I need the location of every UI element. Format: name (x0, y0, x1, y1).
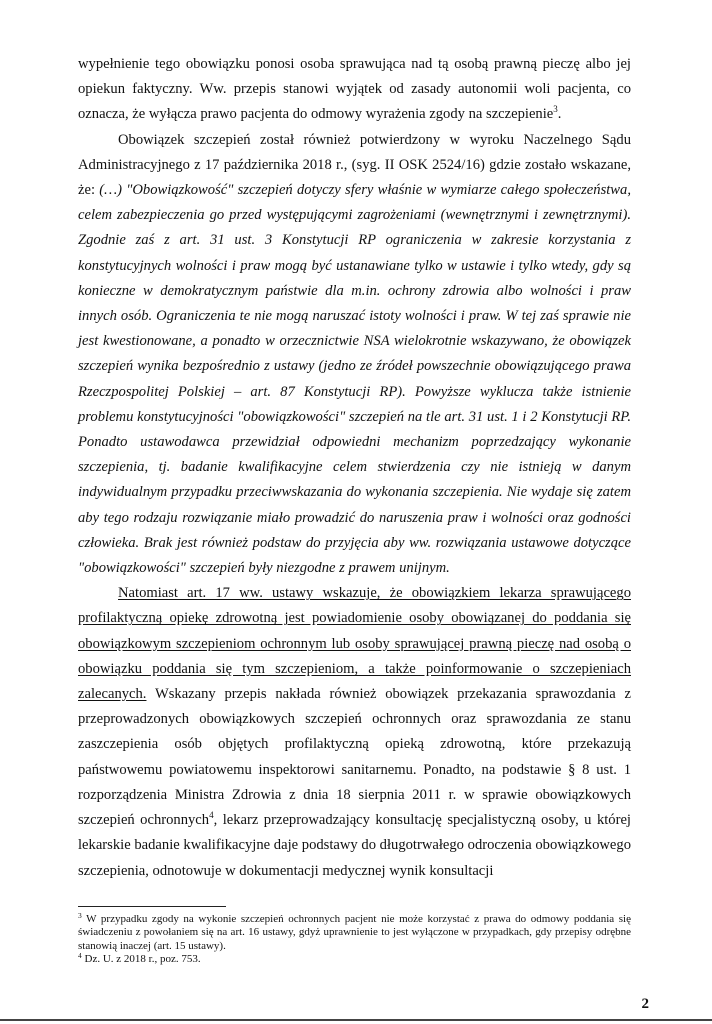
footnote-4 (78, 953, 631, 966)
paragraph-1: wypełnienie tego obowiązku ponosi osoba sprawująca nad tą osobą prawną pieczę albo jej opiekun faktyczny. Ww. przepis stanowi wyjątek od zasady autonomii woli pacjenta, co oznacza, że wyłącza prawo pacjenta do odmowy wyrażenia zgody na szczepienie$^3$. (78, 56, 631, 123)
page-number: 2 (641, 996, 649, 1012)
footnotes-section (78, 913, 631, 967)
footnote-ref-3[interactable]: 3 (553, 104, 558, 115)
page-bottom-border (0, 1019, 712, 1021)
footnote-number: 3 (78, 911, 82, 920)
paragraph-2 (78, 128, 631, 582)
footnote-number: 4 (78, 951, 82, 961)
footnote-text: Dz. U. z 2018 r., poz. 753. (81, 953, 201, 966)
footnote-ref-4[interactable]: 4 (209, 810, 214, 821)
footnote-separator (78, 906, 226, 907)
paragraph-3-text: Wskazany przepis nakłada również obowiązek przekazania sprawozdania z przeprowadzonych obowiązkowych szczepień ochronnych oraz sprawozdania ze stanu zaszczepienia osób objętych profilaktyczną opieką zdrowotną, które przekazują państwowemu powiatowemu inspektorowi sanitarnemu. Ponadto, na podstawie § 8 ust. 1 rozporządzenia Ministra Zdrowia z dnia 18 sierpnia 2011 r. w sprawie obowiązkowych szczepień ochronnych (78, 686, 631, 829)
footnote-text: W przypadku zgody na wykonie szczepień ochronnych pacjent nie może korzystać z prawa do odmowy poddania się świadczeniu z powołaniem się na art. 16 ustawy, gdyż uprawnienie to jest wyłączone w przypadkach, gdy przepisy odrębne stanowią inaczej (art. 15 ustawy). (78, 913, 631, 952)
paragraph-2-intro: Obowiązek szczepień został również potwierdzony w wyroku Naczelnego Sądu Administracyjnego z 17 października 2018 r., (syg. II OSK 2524/16) gdzie zostało wskazane, że: (78, 131, 631, 199)
paragraph-1-text: wypełnienie tego obowiązku ponosi osoba sprawująca nad tą osobą prawną pieczę albo jej opiekun faktyczny. Ww. przepis stanowi wyjątek od zasady autonomii woli pacjenta, co oznacza, że wyłącza prawo pacjenta do odmowy wyrażenia zgody na szczepienie (78, 56, 631, 123)
paragraph-3 (78, 581, 631, 883)
underlined-provision: Natomiast art. 17 ww. ustawy wskazuje, że obowiązkiem lekarza sprawującego profilaktyczną opiekę zdrowotną jest powiadomienie osoby obowiązanej do poddania się obowiązkowym szczepieniom ochronnym lub osoby sprawującej prawną pieczę nad osobą o obowiązku poddania się tym szczepieniom, a także poinformowanie o szczepieniach zalecanych. (78, 585, 631, 703)
footnote-3 (78, 913, 631, 953)
paragraph-3-continuation: , lekarz przeprowadzający konsultację specjalistyczną osoby, u której lekarskie badanie kwalifikacyjne daje podstawy do długotrwałego odroczenia obowiązkowego szczepienia, odnotowuje w dokumentacji medycznej wynik konsultacji (78, 812, 631, 879)
court-quote: (…) "Obowiązkowość" szczepień dotyczy sfery właśnie w wymiarze całego społeczeństwa, celem zabezpieczenia go przed występującymi zagrożeniami (wewnętrznymi i zewnętrznymi). Zgodnie zaś z art. 31 ust. 3 Konstytucji RP ograniczenia w zakresie korzystania z konstytucyjnych wolności i praw mogą być ustanawiane tylko w ustawie i tylko wtedy, gdy są konieczne w demokratycznym państwie dla m.in. ochrony zdrowia albo wolności i praw innych osób. Ograniczenia te nie mogą naruszać istoty wolności i praw. W tej zaś sprawie nie jest kwestionowane, a ponadto w orzecznictwie NSA wielokrotnie wskazywano, że obowiązek szczepień wynika bezpośrednio z ustawy (jedno ze źródeł powszechnie obowiązującego prawa Rzeczpospolitej Polskiej – art. 87 Konstytucji RP). Powyższe wyklucza także istnienie problemu konstytucyjności "obowiązkowości" szczepień na tle art. 31 ust. 1 i 2 Konstytucji RP. Ponadto ustawodawca przewidział odpowiedni mechanizm poprzedzający wykonanie szczepienia, tj. badanie kwalifikacyjne celem stwierdzenia czy nie istnieją w danym indywidualnym przypadku przeciwwskazania do wykonania szczepienia. Nie wydaje się zatem aby tego rodzaju rozwiązanie miało prowadzić do naruszenia praw i wolności oraz godności człowieka. Brak jest również podstaw do przyjęcia aby ww. rozwiązania ustawowe dotyczące "obowiązkowości" szczepień były niezgodne z prawem unijnym. (78, 182, 631, 577)
document-body (78, 52, 631, 884)
